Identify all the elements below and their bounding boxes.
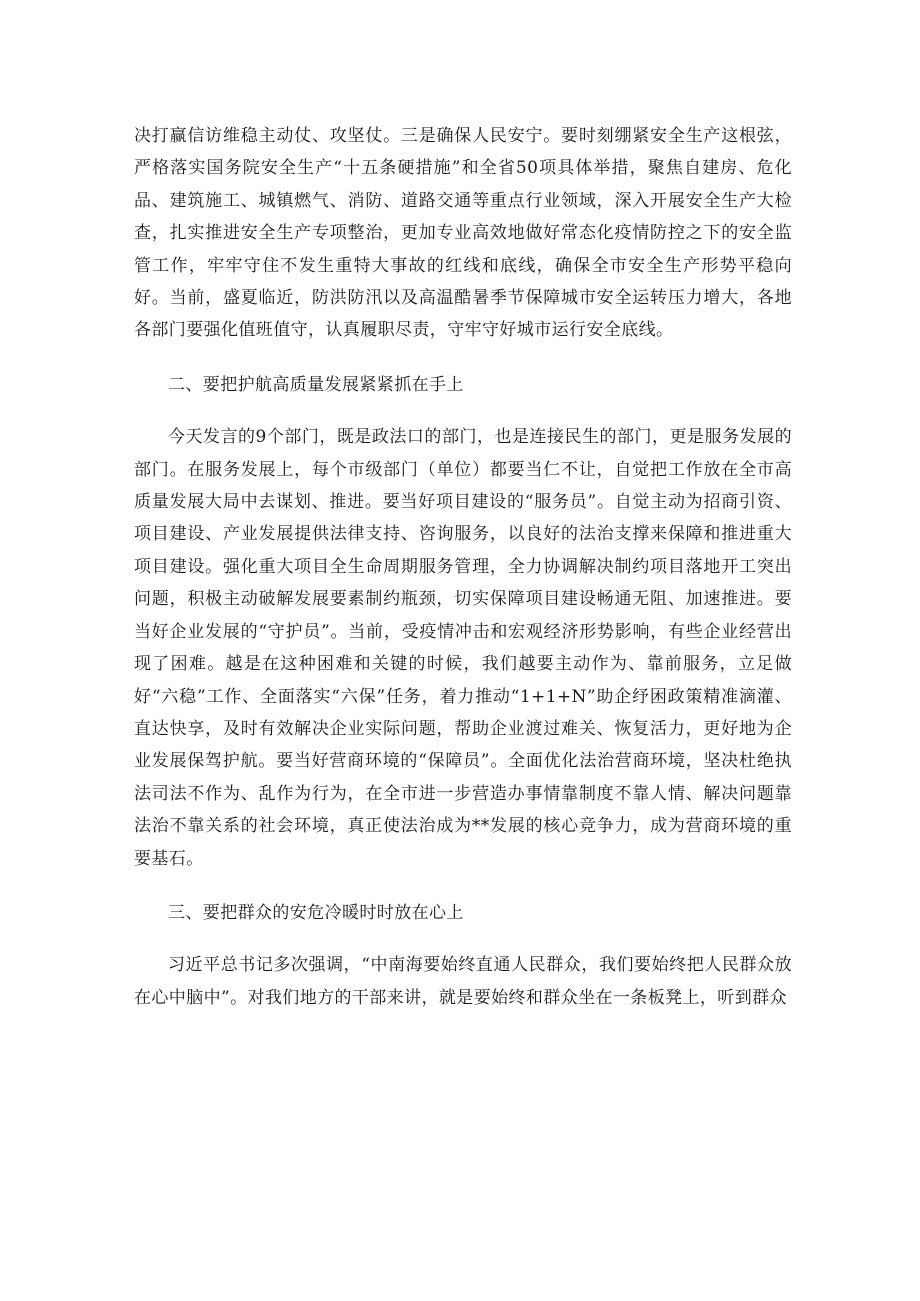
paragraph-continuation: 决打赢信访维稳主动仗、攻坚仗。三是确保人民安宁。要时刻绷紧安全生产这根弦，严格落实国务院安全生产“十五条硬措施”和全省50项具体举措，聚焦自建房、危化品、建筑施工、城镇燃气、消防、道路交通等重点行业领域，深入开展安全生产大检查，扎实推进安全生产专项整治，更加专业高效地做好常态化疫情防控之下的安全监管工作，牢牢守住不发生重特大事故的红线和底线，确保全市安全生产形势平稳向好。当前，盛夏临近，防洪防汛以及高温酷暑季节保障城市安全运转压力增大，各地各部门要强化值班值守，认真履职尽责，守牢守好城市运行安全底线。 [134, 126, 792, 341]
paragraph-section-3: 习近平总书记多次强调，“中南海要始终直通人民群众，我们要始终把人民群众放在心中脑中”。对我们地方的干部来讲，就是要始终和群众坐在一条板凳上，听到群众 [134, 955, 792, 1008]
section-heading-3: 三、要把群众的安危冷暖时时放在心上 [168, 902, 464, 923]
paragraph-section-2: 今天发言的9个部门，既是政法口的部门，也是连接民生的部门，更是服务发展的部门。在服务发展上，每个市级部门（单位）都要当仁不让，自觉把工作放在全市高质量发展大局中去谋划、推进。要当好项目建设的“服务员”。自觉主动为招商引资、项目建设、产业发展提供法律支持、咨询服务，以良好的法治支撑来保障和推进重大项目建设。强化重大项目全生命周期服务管理，全力协调解决制约项目落地开工突出问题，积极主动破解发展要素制约瓶颈，切实保障项目建设畅通无阻、加速推进。要当好企业发展的“守护员”。当前，受疫情冲击和宏观经济形势影响，有些企业经营出现了困难。越是在这种困难和关键的时候，我们越要主动作为、靠前服务，立足做好“六稳”工作、全面落实“六保”任务，着力推动“1+1+N”助企纾困政策精准滴灌、直达快享，及时有效解决企业实际问题，帮助企业渡过难关、恢复活力，更好地为企业发展保驾护航。要当好营商环境的“保障员”。全面优化法治营商环境，坚决杜绝执法司法不作为、乱作为行为，在全市进一步营造办事情靠制度不靠人情、解决问题靠法治不靠关系的社会环境，真正使法治成为**发展的核心竞争力，成为营商环境的重要基石。 [134, 427, 792, 869]
section-heading-2: 二、要把护航高质量发展紧紧抓在手上 [168, 374, 464, 395]
